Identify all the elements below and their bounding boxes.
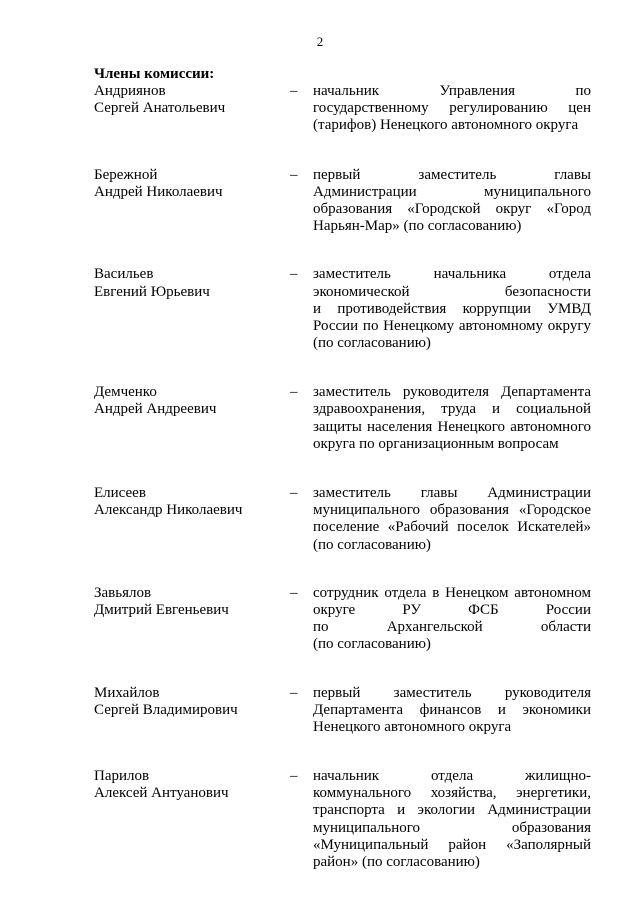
member-entry	[94, 768, 591, 871]
position-line: начальник Управления по	[313, 83, 591, 99]
position-line: муниципального образования «Городское	[313, 502, 591, 519]
member-surname: Демченко	[94, 384, 157, 401]
position-line: округа по организационным вопросам	[313, 435, 559, 452]
member-position	[313, 585, 591, 654]
position-line: по Архангельской области	[313, 619, 591, 636]
dash-separator: –	[290, 266, 298, 283]
page-number: 2	[316, 34, 324, 49]
member-surname: Елисеев	[94, 485, 146, 501]
member-entry	[94, 585, 591, 654]
position-line: России по Ненецкому автономному округу	[313, 317, 591, 334]
position-line: заместитель руководителя Департамента	[313, 384, 591, 401]
position-line: и противодействия коррупции УМВД	[313, 300, 591, 317]
position-line: (по согласованию)	[313, 536, 431, 553]
member-entry	[94, 167, 591, 236]
member-name	[94, 585, 284, 619]
member-name	[94, 685, 284, 719]
dash-separator: –	[290, 384, 298, 401]
member-surname: Михайлов	[94, 684, 160, 701]
member-entry	[94, 83, 591, 135]
member-position	[313, 266, 591, 352]
member-entry	[94, 485, 591, 554]
member-surname: Андриянов	[94, 83, 166, 99]
member-position	[313, 685, 591, 737]
member-name	[94, 167, 284, 201]
dash-separator: –	[290, 166, 298, 183]
member-given-names: Александр Николаевич	[94, 502, 243, 519]
member-name	[94, 83, 284, 117]
position-line: Нарьян-Мар» (по согласованию)	[313, 218, 522, 235]
position-line: первый заместитель руководителя	[313, 684, 591, 701]
member-position	[313, 768, 591, 871]
position-line: район» (по согласованию)	[313, 854, 480, 870]
member-surname: Бережной	[94, 166, 158, 183]
member-given-names: Сергей Владимирович	[94, 701, 238, 718]
position-line: первый заместитель главы	[313, 166, 591, 183]
position-line: заместитель главы Администрации	[313, 485, 591, 501]
member-name	[94, 768, 284, 802]
member-name	[94, 266, 284, 300]
position-line: (по согласованию)	[313, 335, 431, 352]
member-position	[313, 83, 591, 135]
position-line: образования «Городской округ «Город	[313, 200, 591, 217]
member-position	[313, 384, 591, 453]
position-line: (по согласованию)	[313, 636, 431, 653]
position-line: здравоохранения, труда и социальной	[313, 401, 591, 418]
member-given-names: Андрей Андреевич	[94, 401, 217, 418]
member-given-names: Алексей Антуанович	[94, 785, 229, 802]
member-given-names: Евгений Юрьевич	[94, 283, 210, 300]
dash-separator: –	[290, 485, 298, 501]
position-line: государственному регулированию цен	[313, 100, 591, 117]
position-line: коммунального хозяйства, энергетики,	[313, 785, 591, 802]
member-position	[313, 485, 591, 554]
dash-separator: –	[290, 684, 298, 701]
position-line: муниципального образования	[313, 819, 591, 836]
position-line: экономической безопасности	[313, 283, 591, 300]
position-line: Ненецкого автономного округа	[313, 718, 512, 735]
member-surname: Васильев	[94, 266, 154, 283]
members-list	[94, 83, 591, 871]
member-name	[94, 384, 284, 418]
member-position	[313, 167, 591, 236]
member-name	[94, 485, 284, 519]
member-given-names: Дмитрий Евгеньевич	[94, 601, 229, 618]
member-entry	[94, 685, 591, 737]
position-line: Администрации муниципального	[313, 183, 591, 200]
member-surname: Завьялов	[94, 584, 152, 601]
dash-separator: –	[290, 584, 298, 601]
position-line: сотрудник отдела в Ненецком автономном	[313, 584, 591, 601]
member-given-names: Андрей Николаевич	[94, 183, 223, 200]
position-line: поселение «Рабочий поселок Искателей»	[313, 519, 591, 536]
position-line: «Муниципальный район «Заполярный	[313, 836, 591, 853]
position-line: округе РУ ФСБ России	[313, 601, 591, 618]
position-line: заместитель начальника отдела	[313, 266, 591, 283]
member-entry	[94, 266, 591, 352]
member-surname: Парилов	[94, 768, 150, 785]
member-entry	[94, 384, 591, 453]
position-line: (тарифов) Ненецкого автономного округа	[313, 117, 579, 134]
position-line: защиты населения Ненецкого автономного	[313, 418, 591, 435]
dash-separator: –	[290, 768, 298, 785]
position-line: начальник отдела жилищно-	[313, 768, 591, 785]
dash-separator: –	[290, 83, 298, 99]
member-given-names: Сергей Анатольевич	[94, 100, 226, 117]
members-heading: Члены комиссии:	[94, 66, 215, 82]
position-line: Департамента финансов и экономики	[313, 701, 591, 718]
position-line: транспорта и экологии Администрации	[313, 802, 591, 819]
